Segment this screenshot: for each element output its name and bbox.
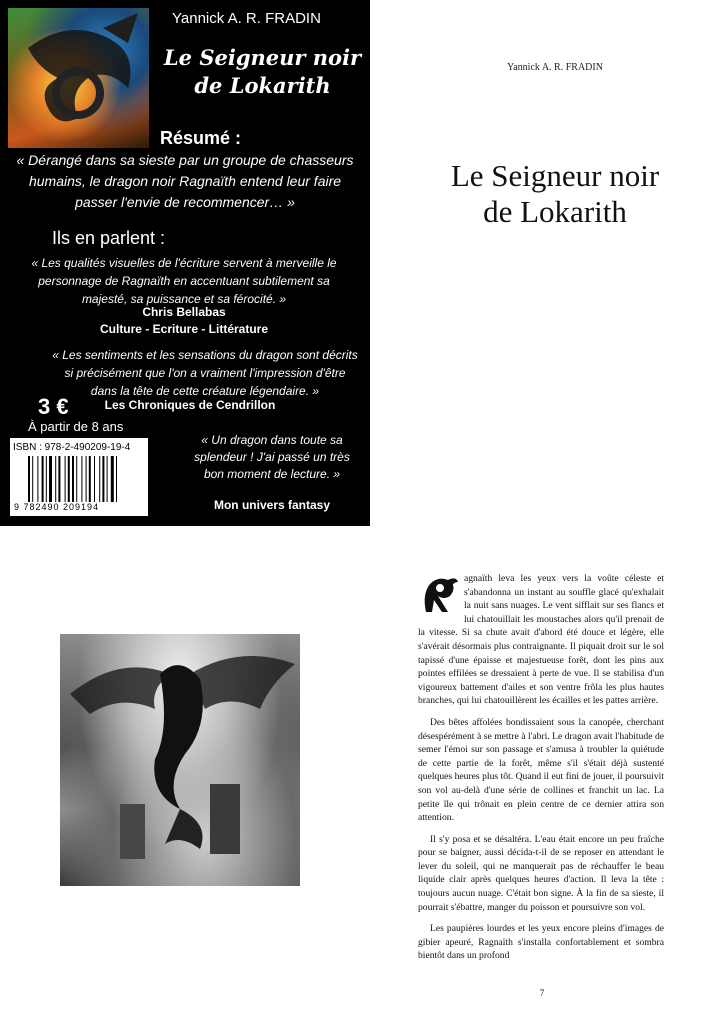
back-cover <box>0 0 370 526</box>
reviews-heading: Ils en parlent : <box>52 228 166 248</box>
dragon-dropcap-r-icon <box>418 574 460 616</box>
story-paragraph: Il s'y posa et se désaltéra. L'eau était encore un peu fraîche pour se baigner, aussi décida-t-il de se reposer en attendant le lever du soleil, qui ne manquerait pas de réchauffer le beau liquide clair après quelques heures d'action. Il leva la tête : toujours aucun nuage. C'était bon signe. À la fin de sa sieste, il pourrait s'ébattre, manger du poisson et poursuivre son vol. <box>418 833 664 913</box>
review-source-name: Les Chroniques de Cendrillon <box>104 398 276 412</box>
review-quote: « Les qualités visuelles de l'écriture servent à merveille le personnage de Ragnaïth en accentuant subtilement sa majesté, sa puissance et sa férocité. » <box>31 256 337 306</box>
review-quote: « Un dragon dans toute sa splendeur ! J'ai passé un très bon moment de lecture. » <box>194 433 350 481</box>
title-page-author: Yannick A. R. FRADIN <box>507 62 603 73</box>
isbn-barcode-box <box>10 438 148 516</box>
price: 3 € <box>38 394 69 419</box>
title-page-title <box>400 158 710 230</box>
story-paragraph: Des bêtes affolées bondissaient sous la canopée, cherchant désespérément à se mettre à l'abri. Le dragon avait l'habitude de semer l'émoi sur son passage et s'amusa à troubler la quiétude de cette partie de la forêt, même s'il s'était déjà sustenté quelques heures plus tôt. Quand il eut fini de jouer, il poursuivit son vol au-delà d'une série de collines et franchit un lac. La petite île qui trônait en plein centre de ce dernier attira son attention. <box>418 716 664 824</box>
barcode-icon <box>28 456 132 502</box>
resume-heading: Résumé : <box>160 128 242 148</box>
back-cover-title <box>155 44 370 100</box>
age-range: À partir de 8 ans <box>28 419 124 434</box>
synopsis: « Dérangé dans sa sieste par un groupe de chasseurs humains, le dragon noir Ragnaïth entend leur faire passer l'envie de recommencer… » <box>16 152 354 210</box>
review-source-sub: Culture - Ecriture - Littérature <box>99 322 269 336</box>
back-cover-title-line1: Le Seigneur noir <box>163 45 362 70</box>
barcode-digits: 9 782490 209194 <box>14 502 100 512</box>
back-cover-title-line2: de Lokarith <box>194 73 331 98</box>
title-page-title-line2: de Lokarith <box>483 194 627 229</box>
isbn-label: ISBN : 978-2-490209-19-4 <box>13 442 131 453</box>
cover-art-dragon-image <box>8 8 149 148</box>
back-cover-author: Yannick A. R. FRADIN <box>172 10 321 27</box>
story-text-page <box>418 572 664 971</box>
title-page-title-line1: Le Seigneur noir <box>450 158 660 193</box>
review-quote: « Les sentiments et les sensations du dragon sont décrits si précisément que l'on a vraiment l'impression d'être dans la tête de cette créature légendaire. » <box>52 348 358 398</box>
review-source-name: Chris Bellabas <box>142 305 226 319</box>
page-number: 7 <box>539 988 545 998</box>
review-source-name: Mon univers fantasy <box>213 498 331 512</box>
story-paragraph: agnaïth leva les yeux vers la voûte céleste et s'abandonna un instant au souffle glacé qu'exhalait la nuit sans nuages. Le vent sifflait sur ses flancs et lui chatouillait les moustaches alors qu'il prenait de la vitesse. Si sa chute avait d'abord été douce et légère, elle s'avérait désormais plus contraignante. Il piquait droit sur le sol tapissé d'une épaisse et majestueuse forêt, dont les pins aux pointes effilées se dressaient à perte de vue. Il se stabilisa d'un vigoureux battement d'ailes et son ventre frôla les plus hautes branches, qui lui chatouillèrent les écailles et les pattes arrière. <box>418 573 664 707</box>
story-paragraph: Les paupières lourdes et les yeux encore pleins d'images de gibier apeuré, Ragnaïth s'installa confortablement et sombra bientôt dans un profond <box>418 923 664 962</box>
dragon-illustration-image <box>60 634 300 886</box>
